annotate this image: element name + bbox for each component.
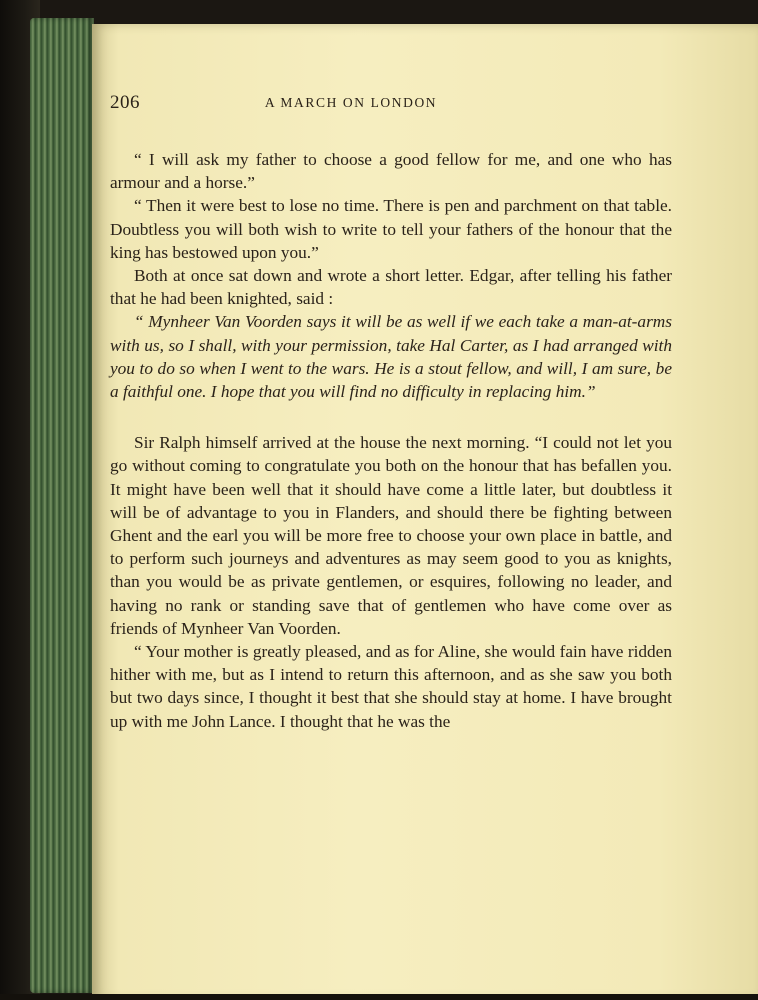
paragraph: “ Then it were best to lose no time. There is pen and parchment on that table. Doubtless you will both wish to write to tell your fathers of the honour that the king has bestowed upon you.” [110,196,672,262]
body-text [110,148,672,733]
running-head: A MARCH ON LONDON [264,95,438,110]
page-header [110,92,592,114]
page-number: 206 [110,92,140,113]
bottom-edge [0,994,758,1000]
paragraph: Both at once sat down and wrote a short letter. Edgar, after telling his father that he had been knighted, said : [110,266,672,309]
paragraph: “ I will ask my father to choose a good fellow for me, and one who has armour and a horse.” [110,150,672,193]
letter-quote: “ Mynheer Van Voorden says it will be as well if we each take a man-at-arms with us, so I shall, with your permission, take Hal Carter, as I had arranged with you to do so when I went to the wars. He is a stout fellow, and will, I am sure, be a faithful one. I hope that you will find no difficulty in replacing him.” [110,312,672,402]
paragraph: “ Your mother is greatly pleased, and as for Aline, she would fain have ridden hither with me, but as I intend to return this afternoon, and as she saw you both but two days since, I thought it best that she should stay at home. I have brought up with me John Lance. I thought that he was the [110,642,672,731]
paragraph: Sir Ralph himself arrived at the house the next morning. “I could not let you go without coming to congratulate you both on the honour that has befallen you. It might have been well that it should have come a little later, but doubtless it will be of advantage to you in Flanders, and should there be fighting between Ghent and the earl you will be more free to choose your own place in battle, and to perform such journeys and adventures as may seem good to you as knights, than you would be as private gentlemen, or esquires, following no leader, and having no rank or standing save that of gentlemen who have come over as friends of Mynheer Van Voorden. [110,433,672,638]
page-edges [30,18,94,993]
